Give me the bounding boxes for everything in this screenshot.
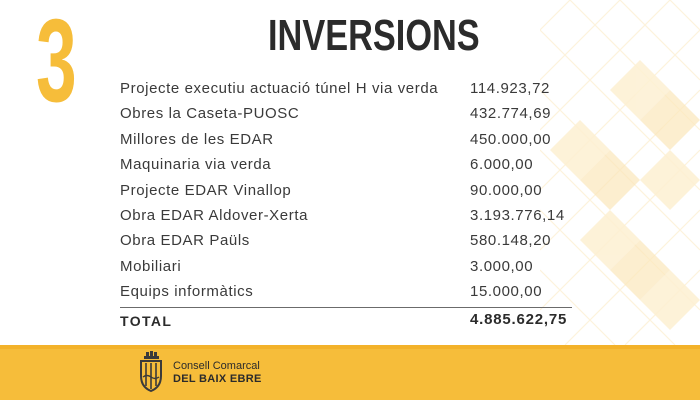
table-row [120,127,572,152]
item-label: Obra EDAR Aldover-Xerta [120,206,309,224]
item-amount: 6.000,00 [470,156,534,174]
investments-table [120,76,572,332]
table-row [120,178,572,203]
item-amount: 580.148,20 [470,232,552,250]
item-amount: 3.193.776,14 [470,206,565,224]
logo-line-1: Consell Comarcal [173,360,260,372]
logo-line-2: DEL BAIX EBRE [173,373,262,385]
item-amount: 432.774,69 [470,105,552,123]
table-row [120,152,572,177]
item-amount: 15.000,00 [470,283,543,301]
item-label: Obres la Caseta-PUOSC [120,105,300,123]
total-row [120,308,572,332]
page-title: INVERSIONS [268,11,480,60]
council-logo [136,350,272,394]
coat-of-arms-icon [136,350,166,394]
table-row [120,228,572,253]
item-label: Projecte executiu actuació túnel H via verda [120,80,439,97]
table-row [120,254,572,279]
table-row [120,279,572,304]
table-row [120,101,572,126]
table-row [120,76,572,101]
total-amount: 4.885.622,75 [470,310,568,328]
item-amount: 3.000,00 [470,257,534,275]
item-amount: 114.923,72 [470,80,550,97]
footer-band [0,345,700,400]
footer-top-strip [0,345,700,349]
item-label: Millores de les EDAR [120,130,274,148]
item-amount: 90.000,00 [470,181,543,199]
item-label: Projecte EDAR Vinallop [120,181,292,199]
total-label: TOTAL [120,312,173,329]
item-amount: 450.000,00 [470,130,552,148]
table-row [120,203,572,228]
item-label: Equips informàtics [120,283,254,301]
item-label: Mobiliari [120,257,182,275]
section-number: 3 [36,0,76,127]
item-label: Maquinaria via verda [120,156,272,174]
item-label: Obra EDAR Paüls [120,232,250,250]
